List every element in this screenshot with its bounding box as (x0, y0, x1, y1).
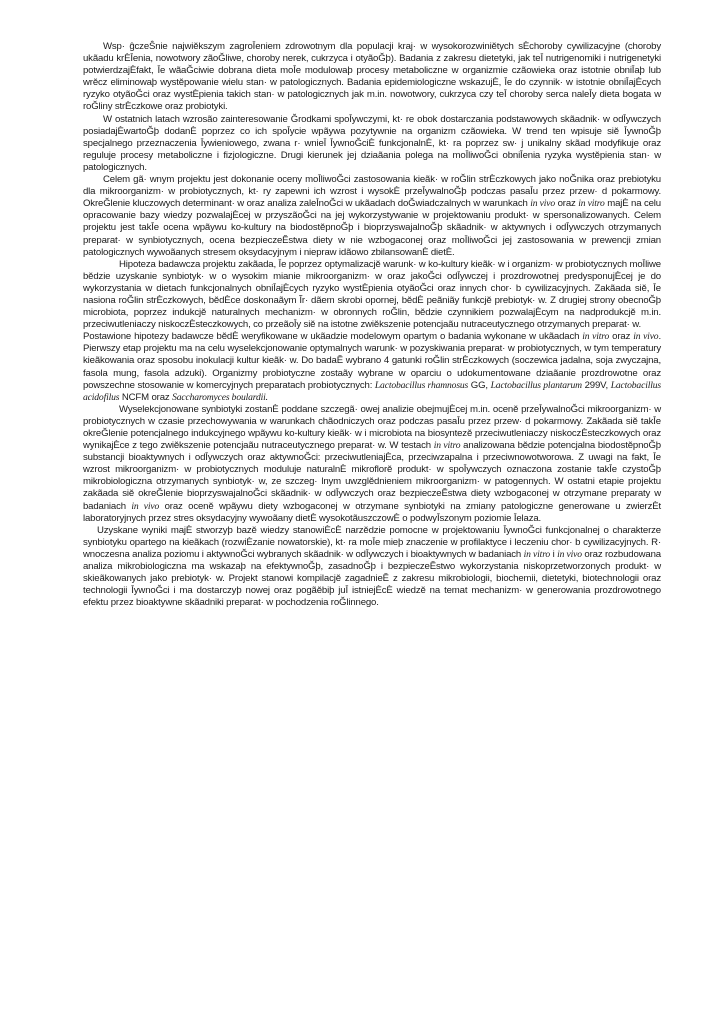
paragraph-hypothesis (83, 259, 661, 332)
text-run: . Pierwszy etap projektu ma na celu wyselekcjonowanie optymalnych warunk· w pozyskiwania preparat· w probiotycznych, w tym temperatury kieãkowania oraz sposobu inokulacji kultur kieãk· w. Do badaĔ wybrano 4 gatunki roĞlin strÈczkowych (soczewica jadalna, soja zwyczajna, fasola mung, fasola adzuki). Organizmy probiotyczne zostaãy wybrane w oparciu o udokumentowane dziaãanie prozdrowotne oraz powszechne stosowanie w komercyjnych preparatach probiotycznych: (83, 331, 661, 391)
paragraph-functional-food (83, 114, 661, 174)
text-run: Wsp· ĝczeŜnie najwiĕkszym zagroĪeniem zdrowotnym dla populacji kraj· w wysokorozwiniĕtych sÈchoroby cywilizacyjne (choroby ukãadu krÈĪenia, nowotwory zãoĞliwe, choroby nerek, cukrzyca i otyãoĞþ). Badania z zakresu dietetyki, jak teĪ nutrigenomiki i nutrigenetyki potwierdzajÈfakt, Īe wãaĞciwie dobrana dieta moĪe modulowaþ procesy metaboliczne w organizmie czãowieka oraz istotnie obniĪaþ lub wrĕcz eliminowaþ wystĕpowanie wielu stan· w patologicznych. Badania epidemiologiczne wskazujÈ, Īe do czynnik· w istotnie obniĪajÈcych ryzyko otyãoĞci oraz wystÈpienia takich stan· w patologicznych jak m.in. nowotwory, cukrzyca czy teĪ choroby serca naleĪy dieta bogata w roĞliny strÈczkowe oraz probiotyki. (83, 41, 661, 113)
italic-term: in vivo (633, 331, 659, 343)
paragraph-verification (83, 331, 661, 404)
italic-term: Saccharomyces boulardii. (172, 391, 268, 403)
text-run: Celem gã· wnym projektu jest dokonanie oceny moĪliwoĞci zastosowania kieãk· w roĞlin strÈczkowych jako noĞnika oraz prebiotyku dla mikroorganizm· w probiotycznych, kt· ry zapewni ich wzrost i wysokÈ przeĪywalnoĞþ podczas pasaĪu przez przew· d pokarmowy. OkreĞlenie kluczowych determinant· w oraz analiza zaleĪnoĞci w ukãadach doĞwiadczalnych w warunkach (83, 174, 661, 210)
text-run: oraz (609, 331, 634, 343)
italic-term: in vivo (530, 198, 556, 210)
paragraph-intro (83, 41, 661, 114)
text-run: 299V, (581, 379, 611, 391)
text-run: Postawione hipotezy badawcze bĕdÈ weryfikowane w ukãadzie modelowym opartym o badania wykonane w ukãadach (83, 331, 583, 343)
italic-term: Lactobacillus plantarum (490, 379, 582, 391)
document-page (83, 41, 661, 609)
italic-term: Lactobacillus acidofilus (83, 379, 661, 403)
italic-term: in vitro (523, 548, 551, 560)
paragraph-project-goal (83, 174, 661, 259)
text-run: majÈ na celu opracowanie bazy wiedzy pozwalajÈcej w przyszãoĞci na jej wykorzystywanie w projektowaniu produkt· w spersonalizowanych. Celem projektu jest takĪe ocena wpãywu ko-kultury na biodostĕpnoĞþ i bioprzyswajalnoĞþ skãadnik· w aktywnych i odĪywczych otrzymanych preparat· w synbiotycznych, ocena bezpieczeĔstwa diety w nie wzbogaconej oraz moĪliwoĞci jej zastosowania w prewencji zmian patologicznych wywoãanych stresem oksydacyjnym i niepraw idãowo zbilansowanÈ dietÈ. (83, 198, 661, 258)
text-run: i (550, 548, 558, 560)
italic-term: in vitro (433, 440, 461, 452)
text-run: W ostatnich latach wzrosão zainteresowanie Ğrodkami spoĪywczymi, kt· re obok dostarczania podstawowych skãadnik· w odĪywczych posiadajÈwartoĞþ dodanÈ poprzez co ich spoĪycie wpãywa pozytywnie na organizm czãowieka. W trend ten wpisuje siĕ ĪywnoĞþ specjalnego przeznaczenia Īywieniowego, zwana r· wnieĪ ĪywnoĞciÈ funkcjonalnÈ, kt· ra poprzez sw· j unikalny skãad modyfikuje oraz reguluje procesy metaboliczne i fizjologiczne. Drugi kierunek jej dziaãania polega na moĪliwoĞci obniĪenia ryzyka wystĕpienia stan· w patologicznych. (83, 113, 661, 173)
text-run: GG, (468, 379, 491, 391)
italic-term: in vivo (131, 500, 160, 512)
text-run: analizowana bĕdzie potencjalna biodostĕpnoĞþ substancji bioaktywnych i odĪywczych oraz aktywnoĞci: przeciwutleniajÈca, przeciwzapalna i przeciwnowotworowa. Z uwagi na fakt, Īe wzrost mikroorganizm· w probiotycznych moduluje naturalnÈ mikroflorĕ produkt· w spoĪywczych oznaczona zostanie takĪe czystoĞþ mikrobiologiczna otrzymanych synbiotyk· w, ze szczeg· lnym uwzglĕdnieniem mikroorganizm· w patogennych. W ostatni etapie projektu zakãada siĕ okreĞlenie bioprzyswajalnoĞci skãadnik· w odĪywczych oraz bezpieczeĔstwa diety wzbogaconej w otrzymane preparaty w badaniach (83, 440, 661, 512)
text-run: Uzyskane wyniki majÈ stworzyþ bazĕ wiedzy stanowiÈcÈ narzĕdzie pomocne w projektowaniu ĪywnoĞci funkcjonalnej o charakterze synbiotyku opartego na kieãkach (rozwiÈzanie nowatorskie), kt· ra moĪe mieþ znaczenie w profilaktyce i leczeniu chor· b cywilizacyjnych. R· wnoczesna analiza poziomu i aktywnoĞci wybranych skãadnik· w odĪywczych i bioaktywnych w badaniach (83, 524, 661, 560)
italic-term: in vitro (582, 331, 610, 343)
paragraph-results (83, 525, 661, 610)
text-run: oraz rozbudowana analiza mikrobiologiczna ma wskazaþ na efektywnoĞþ, zasadnoĞþ i bezpieczeĔstwo wykorzystania niskoprzetworzonych produkt· w skieãkowanych jako prebiotyk· w. Projekt stanowi kompilacjĕ zagadnieĔ z zakresu mikrobiologii, biochemii, dietetyki, biotechnologii oraz technologii ĪywnoĞci i ma dostarczyþ nowej oraz pogãĕbiþ juĪ istniejÈcÈ wiedzĕ na temat mechanizm· w generowania prozdrowotnego efektu przez bioaktywne skãadniki preparat· w pochodzenia roĞlinnego. (83, 548, 661, 609)
paragraph-synbiotics-analysis (83, 404, 661, 525)
italic-term: Lactobacillus rhamnosus (374, 379, 469, 391)
italic-term: in vivo (557, 548, 582, 560)
italic-term: in vitro (578, 198, 605, 210)
text-run: NCFM oraz (119, 391, 173, 403)
text-run: Wyselekcjonowane synbiotyki zostanÈ poddane szczegã· owej analizie obejmujÈcej m.in. ocenĕ przeĪywalnoĞci mikroorganizm· w probiotycznych w czasie przechowywania w warunkach chãodniczych oraz podczas pasaĪu przez przew· d pokarmowy. Zakãada siĕ takĪe okreĞlenie potencjalnego indukcyjnego wpãywu ko-kultury kieãk· w i microbiota na biosyntezĕ przeciwutleniaczy niskoczÈsteczkowych oraz wynikajÈce z tego zwiĕkszenie potencjaãu nutraceutycznego preparat· w. W testach (83, 403, 661, 452)
text-run: oraz ocenĕ wpãywu diety wzbogaconej w otrzymane synbiotyki na zmiany patologiczne generowane u zwierzÈt laboratoryjnych przez stres oksydacyjny wywoãany dietÈ wysokotãuszczowÈ o podwyĪszonym poziomie Īelaza. (83, 500, 661, 524)
text-run: oraz (555, 198, 579, 210)
text-run: Hipoteza badawcza projektu zakãada, Īe poprzez optymalizacjĕ warunk· w ko-kultury kieãk· w i organizm· w probiotycznych moĪliwe bĕdzie uzyskanie synbiotyk· w o wysokim mianie mikroorganizm· w oraz jakoĞci odĪywczej i prozdrowotnej predysponujÈcej je do wykorzystania w dietach funkcjonalnych obniĪajÈcych ryzyko wystÈpienia otyãoĞci oraz innych chor· b cywilizacyjnych. Zakãada siĕ, Īe nasiona roĞlin strÈczkowych, bĕdÈce doskonaãym Ĩr· dãem skrobi opornej, bĕdÈ peãniãy funkcjĕ prebiotyk· w. Z drugiej strony obecnoĞþ microbiota, poprzez indukcjĕ naturalnych mechanizm· w obronnych roĞlin, bĕdzie czynnikiem pozwalajÈcym na nadprodukcjĕ m.in. przeciwutleniaczy niskoczÈsteczkowych, co przeãoĪy siĕ na istotne zwiĕkszenie potencjaãu nutraceutycznego otrzymanych preparat· w. (83, 258, 661, 331)
